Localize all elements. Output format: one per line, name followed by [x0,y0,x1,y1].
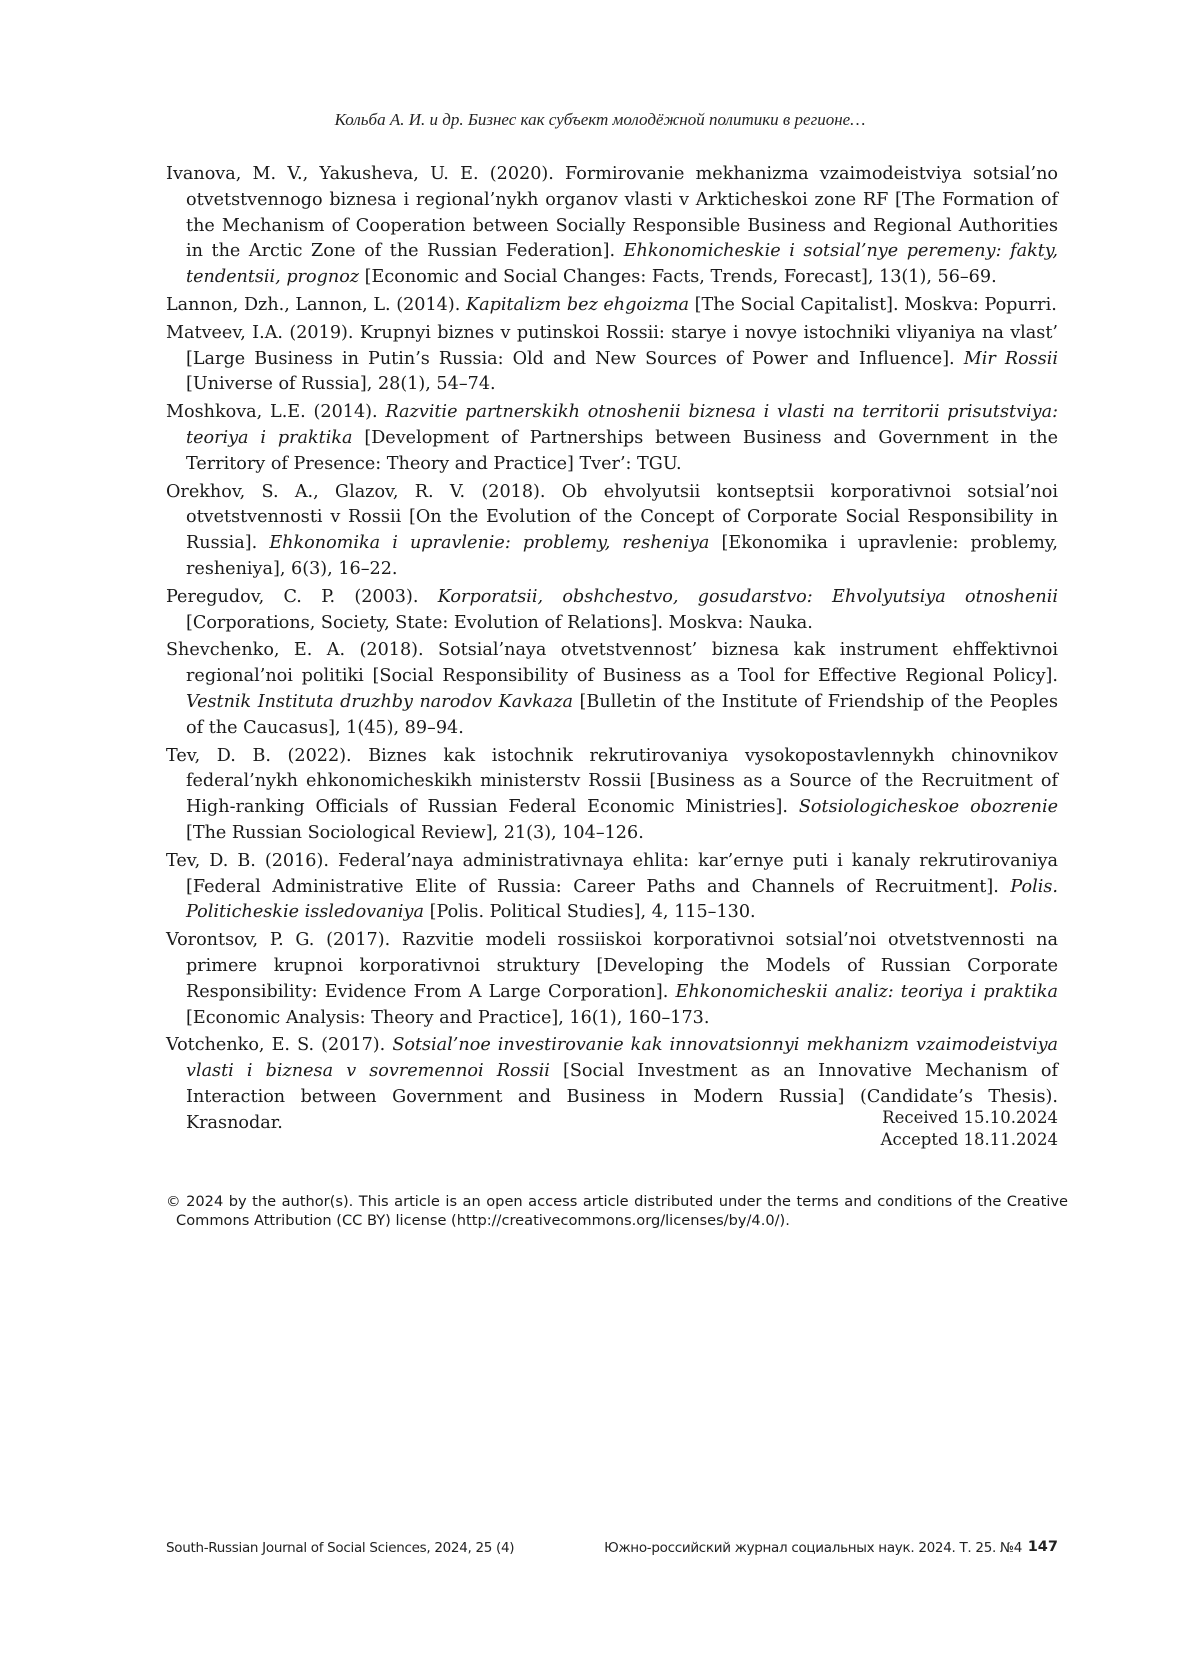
reference-text: [Economic and Social Changes: Facts, Trends, Forecast], 13(1), 56–69. [359,267,997,288]
reference-text: Peregudov, C. P. (2003). [166,586,438,607]
reference-list [166,162,1058,1138]
reference-text: [The Russian Sociological Review], 21(3), 104–126. [186,822,644,843]
reference-source-title: Ehkonomicheskii analiz: teoriya i praktika [675,981,1059,1002]
reference-text: Shevchenko, E. A. (2018). Sotsial’naya otvetstvennost’ biznesa kak instrument ehffektivnoi regional’noi politiki [Social Responsibility of Business as a Tool for Effective Regional Policy]. [166,640,1058,687]
reference-text: [Economic Analysis: Theory and Practice], 16(1), 160–173. [186,1007,710,1028]
reference-source-title: Vestnik Instituta druzhby narodov Kavkaza [186,691,574,712]
reference-text: Tev, D. B. (2022). Biznes kak istochnik rekrutirovaniya vysokopostavlennykh chinovnikov federal’nykh ehkonomicheskikh ministerstv Rossii [Business as a Source of the Recruitment of High-ranking Officials of Russian Federal Economic Ministries]. [166,745,1058,818]
reference-text: Tev, D. B. (2016). Federal’naya administrativnaya ehlita: kar’ernye puti i kanaly rekrutirovaniya [Federal Administrative Elite of Russia: Career Paths and Channels of Recruitment]. [166,850,1058,897]
reference-source-title: Polis. Politicheskie issledovaniya [186,876,1058,923]
reference-text: [Development of Partnerships between Business and Government in the Territory of Presence: Theory and Practice] Tver’: TGU. [186,427,1058,474]
reference-item [166,849,1058,926]
reference-text: [Social Investment as an Innovative Mechanism of Interaction between Government and Business in Modern Russia] (Candidate’s Thesis). Krasnodar. [186,1061,1058,1133]
footer-journal-ru: Южно-российский журнал социальных наук. 2024. Т. 25. №4 [604,1540,1022,1556]
reference-text: [Ekonomika i upravlenie: problemy, resheniya], 6(3), 16–22. [186,533,1058,579]
reference-source-title: Ehkonomicheskie i sotsial’nye peremeny: fakty, tendentsii, prognoz [186,241,1058,288]
reference-text: Vorontsov, P. G. (2017). Razvitie modeli rossiiskoi korporativnoi sotsial’noi otvetstvennosti na primere krupnoi korporativnoi struktury [Developing the Models of Russian Corporate Responsibility: Evidence From A Large Corporation]. [166,930,1058,1002]
reference-text: Votchenko, E. S. (2017). [166,1035,393,1056]
reference-item [166,321,1058,398]
reference-text: Matveev, I.A. (2019). Krupnyi biznes v putinskoi Rossii: starye i novye istochniki vliyaniya na vlast’ [Large Business in Putin’s Russia: Old and New Sources of Power and Influence]. [166,322,1058,369]
reference-source-title: Mir Rossii [963,348,1058,369]
reference-item [166,928,1058,1031]
reference-text: Lannon, Dzh., Lannon, L. (2014). [166,294,466,315]
reference-source-title: Sotsial’noe investirovanie kak innovatsionnyi mekhanizm vzaimodeistviya vlasti i biznesa v sovremennoi Rossii [186,1035,1058,1082]
reference-text: Orekhov, S. A., Glazov, R. V. (2018). Ob ehvolyutsii kontseptsii korporativnoi sotsial’noi otvetstvennosti v Rossii [On the Evolution of the Concept of Corporate Social Responsibility in Russia]. [166,481,1058,554]
reference-item [166,162,1058,291]
reference-text: [Bulletin of the Institute of Friendship of the Peoples of the Caucasus], 1(45), 89–94. [186,691,1058,738]
reference-item [166,638,1058,741]
accepted-date: Accepted 18.11.2024 [880,1130,1058,1149]
reference-item [166,744,1058,847]
footer-journal-en: South-Russian Journal of Social Sciences, 2024, 25 (4) [166,1540,515,1556]
reference-item [166,585,1058,637]
reference-source-title: Ehkonomika i upravlenie: problemy, resheniya [269,533,710,554]
received-date: Received 15.10.2024 [882,1108,1058,1127]
reference-item [166,293,1058,319]
running-head: Кольба А. И. и др. Бизнес как субъект молодёжной политики в регионе… [334,110,866,129]
license-notice: © 2024 by the author(s). This article is an open access article distributed under the terms and conditions of the Creative Commons Attribution (CC BY) license (http://creativecommons.org/licenses/by/4.0/). [166,1193,1068,1229]
reference-text: [Universe of Russia], 28(1), 54–74. [186,374,496,395]
reference-text: [Polis. Political Studies], 4, 115–130. [423,902,756,923]
article-dates [881,1107,1058,1151]
reference-text: [Corporations, Society, State: Evolution of Relations]. Moskva: Nauka. [186,612,813,633]
reference-item [166,400,1058,477]
reference-source-title: Kapitalizm bez ehgoizma [465,294,690,315]
reference-text: Moshkova, L.E. (2014). [166,402,386,423]
page-number: 147 [1027,1539,1058,1555]
reference-source-title: Korporatsii, obshchestvo, gosudarstvo: Ehvolyutsiya otnoshenii [437,586,1058,607]
reference-text: [The Social Capitalist]. Moskva: Popurri. [689,294,1057,315]
reference-source-title: Razvitie partnerskikh otnoshenii biznesa i vlasti na territorii prisutstviya: teoriya i praktika [186,402,1058,448]
reference-text: Ivanova, M. V., Yakusheva, U. E. (2020). Formirovanie mekhanizma vzaimodeistviya sotsial’no otvetstvennogo biznesa i regional’nykh organov vlasti v Arkticheskoi zone RF [The Formation of the Mechanism of Cooperation between Socially Responsible Business and Regional Authorities in the Arctic Zone of the Russian Federation]. [166,164,1058,262]
reference-source-title: Sotsiologicheskoe obozrenie [798,797,1058,818]
reference-item [166,480,1058,583]
